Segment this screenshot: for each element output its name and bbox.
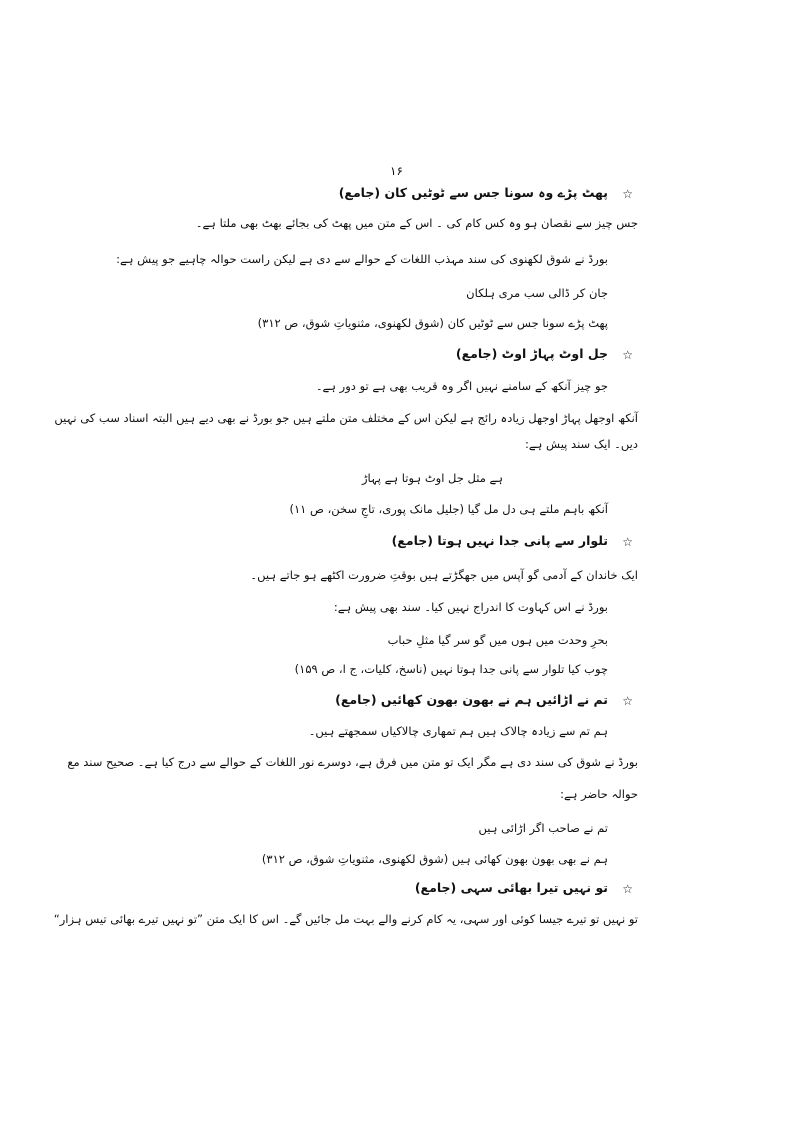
section-heading: تو نہیں تیرا بھائی سہی (جامع) <box>414 880 608 895</box>
paragraph-line: بورڈ نے شوق لکھنوی کی سند مہذب اللغات کے حوالے سے دی ہے لیکن راست حوالہ چاہیے جو پیش ہے: <box>116 252 608 266</box>
verse-line: بحرِ وحدت میں ہوں میں گو سر گیا مثلِ حباب <box>387 633 608 647</box>
verse-line: تم نے صاحب اگر اڑائی ہیں <box>478 821 608 835</box>
star-icon: ☆ <box>622 694 633 708</box>
paragraph-line: ایک خاندان کے آدمی گو آپس میں جھگڑتے ہیں بوقتِ ضرورت اکٹھے ہو جاتے ہیں۔ <box>250 568 638 582</box>
paragraph-line: بورڈ نے اس کہاوت کا اندراج نہیں کیا۔ سند بھی پیش ہے: <box>333 600 608 614</box>
section-heading: جل اوٹ پہاڑ اوٹ (جامع) <box>455 346 608 361</box>
star-icon: ☆ <box>622 187 633 201</box>
paragraph-line: جس چیز سے نقصان ہو وہ کس کام کی ۔ اس کے متن میں پھٹ کی بجائے بھٹ بھی ملتا ہے۔ <box>195 216 638 230</box>
verse-line: ہم نے بھی بھون بھون کھائی ہیں (شوق لکھنوی، مثنویاتِ شوق، ص ۳۱۲) <box>261 852 608 866</box>
paragraph-line: بورڈ نے شوق کی سند دی ہے مگر ایک تو متن میں فرق ہے، دوسرے نور اللغات کے حوالے سے درج کیا ہے۔ صحیح سند مع <box>67 755 638 769</box>
paragraph-line: آنکھ اوجھل پہاڑ اوجھل زیادہ رائج ہے لیکن اس کے مختلف متن ملتے ہیں جو بورڈ نے بھی دیے ہیں البتہ اسناد سب کی نہیں <box>54 411 638 425</box>
section-heading: پھٹ پڑے وہ سونا جس سے ٹوٹیں کان (جامع) <box>338 185 608 200</box>
verse-line: چوب کیا تلوار سے پانی جدا ہوتا نہیں (ناسخ، کلیات، ج ا، ص ۱۵۹) <box>294 662 608 676</box>
verse-line: پھٹ پڑے سونا جس سے ٹوٹیں کان (شوق لکھنوی، مثنویاتِ شوق، ص ۳۱۲) <box>257 316 608 330</box>
star-icon: ☆ <box>622 348 633 362</box>
paragraph-line: ہم تم سے زیادہ چالاک ہیں ہم تمھاری چالاکیاں سمجھتے ہیں۔ <box>308 724 608 738</box>
section-heading: تم نے اڑائیں ہم نے بھون بھون کھائیں (جامع) <box>335 692 608 707</box>
paragraph-line: تو نہیں تو تیرے جیسا کوئی اور سہی، یہ کام کرنے والے بہت مل جائیں گے۔ اس کا ایک متن ”تو نہیں تیرے بھائی تیس ہزار“ <box>53 912 638 926</box>
verse-line: ہے مثل جل اوٹ ہوتا ہے پہاڑ <box>362 471 503 485</box>
verse-line: آنکھ باہم ملتے ہی دل مل گیا (جلیل مانک پوری، تاجِ سخن، ص ۱۱) <box>289 502 608 516</box>
page-number: ۱۶ <box>390 164 403 178</box>
paragraph-line: جو چیز آنکھ کے سامنے نہیں اگر وہ قریب بھی ہے تو دور ہے۔ <box>315 379 608 393</box>
paragraph-line: حوالہ حاضر ہے: <box>560 787 638 801</box>
star-icon: ☆ <box>622 535 633 549</box>
section-heading: تلوار سے پانی جدا نہیں ہوتا (جامع) <box>391 533 608 548</box>
verse-line: جان کر ڈالی سب مری ہلکان <box>466 286 608 300</box>
paragraph-line: دیں۔ ایک سند پیش ہے: <box>525 437 638 451</box>
star-icon: ☆ <box>622 882 633 896</box>
